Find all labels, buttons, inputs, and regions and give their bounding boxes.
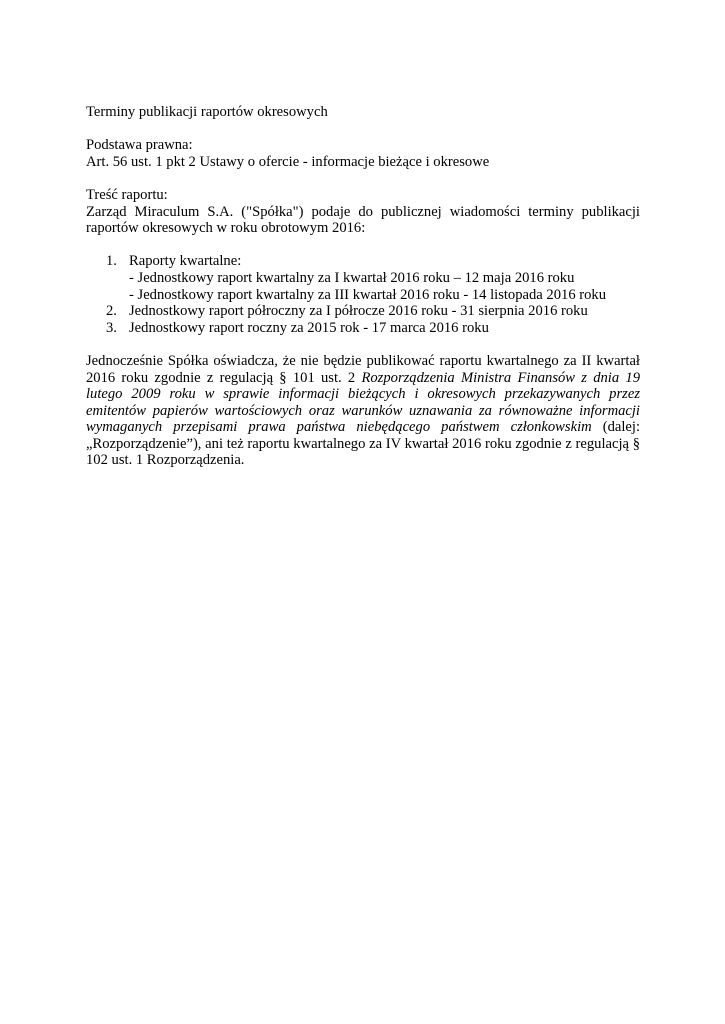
spacer	[86, 121, 640, 138]
list-number: 1.	[106, 253, 117, 270]
intro-paragraph: Zarząd Miraculum S.A. ("Spółka") podaje do publicznej wiadomości terminy publikacji raportów okresowych w roku obrotowym 2016:	[86, 203, 640, 237]
list-item-text: Raporty kwartalne:	[129, 253, 242, 270]
legal-basis-text: Art. 56 ust. 1 pkt 2 Ustawy o ofercie - informacje bieżące i okresowe	[86, 153, 490, 170]
list-item	[86, 320, 640, 337]
spacer	[86, 170, 640, 187]
list-item-text: Jednostkowy raport roczny za 2015 rok - 17 marca 2016 roku	[129, 319, 489, 336]
list-number: 3.	[106, 319, 117, 336]
sub-list-item: - Jednostkowy raport kwartalny za III kwartał 2016 roku - 14 listopada 2016 roku	[129, 286, 607, 303]
statement-text-end: (dalej: „Rozporządzenie”), ani też raportu kwartalnego za IV kwartał 2016 roku zgodnie z regulacją § 102 ust. 1 Rozporządzenia.	[86, 419, 640, 469]
statement-text: Jednocześnie Spółka oświadcza, że nie będzie publikować raportu kwartalnego za II kwartał 2016 roku zgodnie z regulacją § 101 ust. 2	[86, 352, 640, 386]
document-title: Terminy publikacji raportów okresowych	[86, 104, 328, 120]
list-item	[86, 303, 640, 320]
document-page	[86, 104, 640, 469]
legal-basis-label: Podstawa prawna:	[86, 137, 193, 154]
list-number: 2.	[106, 303, 117, 320]
regulation-title: Rozporządzenia Ministra Finansów z dnia 19 lutego 2009 roku w sprawie informacji bieżących i okresowych przekazywanych przez emitentów papierów wartościowych oraz warunków uznawania za równoważne informacji wymaganych przepisami prawa państwa niebędącego państwem członkowskim	[86, 369, 640, 436]
spacer	[86, 237, 640, 254]
list-item-text: Jednostkowy raport półroczny za I półrocze 2016 roku - 31 sierpnia 2016 roku	[129, 303, 588, 320]
report-content-label: Treść raportu:	[86, 186, 168, 203]
report-deadlines-list	[86, 253, 640, 336]
sub-list-item: - Jednostkowy raport kwartalny za I kwartał 2016 roku – 12 maja 2016 roku	[129, 269, 575, 286]
statement-paragraph	[86, 353, 640, 469]
list-item	[86, 253, 640, 303]
spacer	[86, 336, 640, 353]
